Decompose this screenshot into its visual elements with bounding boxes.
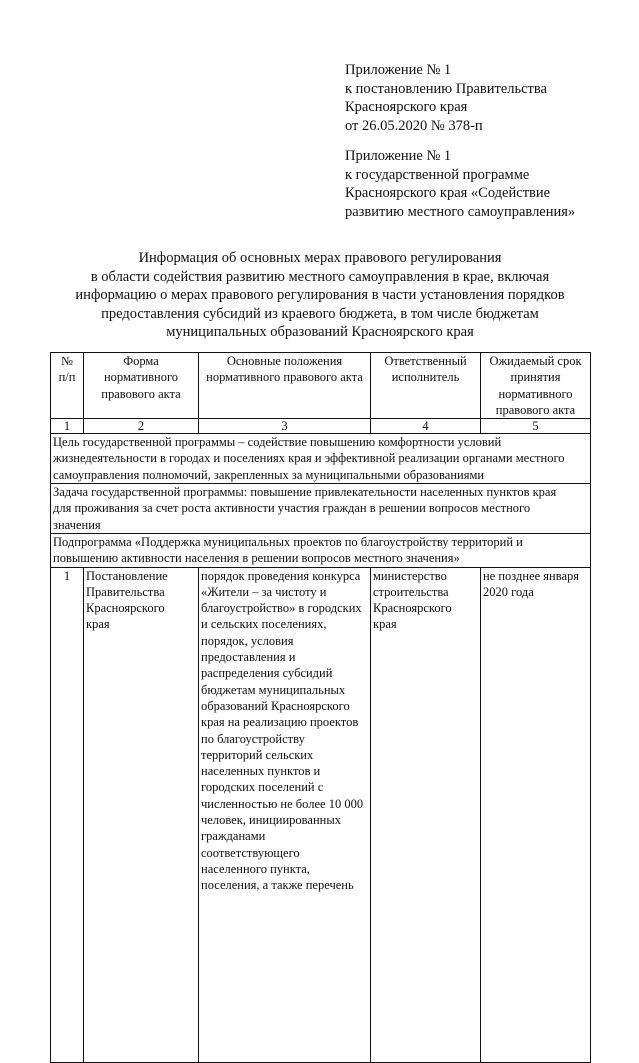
title-line: в области содействия развитию местного самоуправления в крае, включая <box>90 268 550 285</box>
column-number: 5 <box>481 419 591 434</box>
title-line: информацию о мерах правового регулирования в части установления порядков <box>75 287 565 303</box>
appendix-1-line: от 26.05.2020 № 378-п <box>345 117 483 134</box>
appendix-2-line: Приложение № 1 <box>345 148 452 164</box>
task-cell: Задача государственной программы: повышение привлекательности населенных пунктов края для проживания за счет роста активности участия граждан в решении вопросов местного значения <box>51 484 591 534</box>
goal-row <box>51 434 591 484</box>
table-header-row <box>51 353 591 419</box>
appendix-2-line: Красноярского края «Содействие <box>345 185 551 201</box>
responsible-cell: министерство строительства Красноярского края <box>371 567 481 1062</box>
subprogram-cell: Подпрограмма «Поддержка муниципальных проектов по благоустройству территорий и повышению активности населения в решении вопросов местного значения» <box>51 533 591 567</box>
subprogram-row <box>51 533 591 567</box>
appendix-2-block <box>345 147 575 221</box>
header-form: Форма нормативного правового акта <box>84 353 199 419</box>
document-title <box>40 249 600 342</box>
goal-cell: Цель государственной программы – содействие повышению комфортности условий жизнедеятельности в городах и поселениях края и эффективной реализации органами местного самоуправления полномочий, закрепленных за муниципальными образованиями <box>51 434 591 484</box>
column-number-row <box>51 419 591 434</box>
appendix-1-line: Приложение № 1 <box>345 62 452 78</box>
column-number: 3 <box>199 419 371 434</box>
appendix-1-line: Красноярского края <box>345 99 468 115</box>
column-number: 2 <box>84 419 199 434</box>
appendix-2-line: к государственной программе <box>345 166 530 183</box>
title-line: муниципальных образований Красноярского края <box>166 324 474 340</box>
column-number: 4 <box>371 419 481 434</box>
header-num: № п/п <box>51 353 84 419</box>
term-cell: не позднее января 2020 года <box>481 567 591 1062</box>
column-number: 1 <box>51 419 84 434</box>
header-responsible: Ответственный исполнитель <box>371 353 481 419</box>
provisions-cell: порядок проведения конкурса «Жители – за чистоту и благоустройство» в городских и сельских поселениях, порядок, условия предоставления и распределения субсидий бюджетам муниципальных образований Красноярского края на реализацию проектов по благоустройству территорий сельских населенных пунктов и городских поселений с численностью не более 10 000 человек, инициированных гражданами соответствующего населенного пункта, поселения, а также перечень <box>199 567 371 1062</box>
regulation-table <box>50 352 591 1063</box>
appendix-2-line: развитию местного самоуправления» <box>345 203 576 220</box>
header-provisions: Основные положения нормативного правового акта <box>199 353 371 419</box>
appendix-1-line: к постановлению Правительства <box>345 80 547 97</box>
title-line: Информация об основных мерах правового регулирования <box>138 250 502 266</box>
task-row <box>51 484 591 534</box>
appendix-1-block <box>345 61 547 135</box>
table-row <box>51 567 591 1062</box>
title-line: предоставления субсидий из краевого бюджета, в том числе бюджетам <box>101 305 539 322</box>
header-term: Ожидаемый срок принятия нормативного правового акта <box>481 353 591 419</box>
form-cell: Постановление Правительства Красноярского края <box>84 567 199 1062</box>
row-number: 1 <box>51 567 84 1062</box>
